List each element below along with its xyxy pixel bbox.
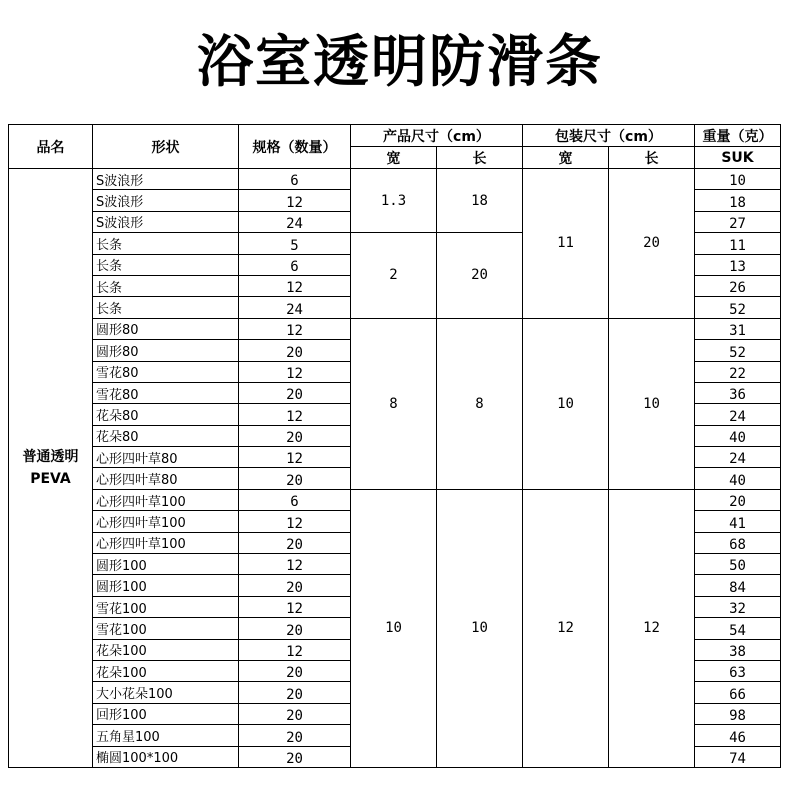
weight-cell: 11 <box>695 233 781 254</box>
table-row <box>9 169 781 190</box>
product-width-cell: 8 <box>351 318 437 489</box>
qty-cell: 12 <box>239 447 351 468</box>
header-spec: 规格（数量） <box>239 125 351 169</box>
package-length-cell: 10 <box>609 318 695 489</box>
qty-cell: 12 <box>239 511 351 532</box>
shape-cell: 雪花80 <box>93 361 239 382</box>
shape-cell: 大小花朵100 <box>93 682 239 703</box>
header-weight-unit: SUK <box>695 147 781 169</box>
qty-cell: 6 <box>239 254 351 275</box>
qty-cell: 20 <box>239 618 351 639</box>
shape-cell: 五角星100 <box>93 725 239 746</box>
qty-cell: 12 <box>239 275 351 296</box>
weight-cell: 46 <box>695 725 781 746</box>
qty-cell: 12 <box>239 404 351 425</box>
shape-cell: 圆形80 <box>93 340 239 361</box>
product-width-cell: 2 <box>351 233 437 319</box>
shape-cell: 花朵80 <box>93 425 239 446</box>
shape-cell: 长条 <box>93 233 239 254</box>
package-width-cell: 11 <box>523 169 609 319</box>
package-width-cell: 10 <box>523 318 609 489</box>
product-length-cell: 10 <box>437 489 523 767</box>
qty-cell: 20 <box>239 725 351 746</box>
qty-cell: 12 <box>239 361 351 382</box>
shape-cell: S波浪形 <box>93 190 239 211</box>
qty-cell: 6 <box>239 169 351 190</box>
header-package-width: 宽 <box>523 147 609 169</box>
shape-cell: 花朵80 <box>93 404 239 425</box>
qty-cell: 20 <box>239 425 351 446</box>
header-shape: 形状 <box>93 125 239 169</box>
shape-cell: 心形四叶草80 <box>93 468 239 489</box>
weight-cell: 27 <box>695 211 781 232</box>
weight-cell: 22 <box>695 361 781 382</box>
package-length-cell: 20 <box>609 169 695 319</box>
shape-cell: 雪花80 <box>93 382 239 403</box>
weight-cell: 20 <box>695 489 781 510</box>
shape-cell: S波浪形 <box>93 169 239 190</box>
qty-cell: 12 <box>239 554 351 575</box>
weight-cell: 98 <box>695 703 781 724</box>
weight-cell: 32 <box>695 596 781 617</box>
weight-cell: 66 <box>695 682 781 703</box>
weight-cell: 24 <box>695 404 781 425</box>
product-length-cell: 18 <box>437 169 523 233</box>
qty-cell: 20 <box>239 532 351 553</box>
weight-cell: 38 <box>695 639 781 660</box>
header-package-size: 包装尺寸（cm） <box>523 125 695 147</box>
shape-cell: 圆形100 <box>93 575 239 596</box>
qty-cell: 20 <box>239 703 351 724</box>
qty-cell: 20 <box>239 660 351 681</box>
shape-cell: 心形四叶草80 <box>93 447 239 468</box>
qty-cell: 20 <box>239 382 351 403</box>
shape-cell: 圆形80 <box>93 318 239 339</box>
qty-cell: 20 <box>239 682 351 703</box>
product-width-cell: 10 <box>351 489 437 767</box>
shape-cell: 心形四叶草100 <box>93 511 239 532</box>
package-length-cell: 12 <box>609 489 695 767</box>
qty-cell: 20 <box>239 746 351 767</box>
weight-cell: 31 <box>695 318 781 339</box>
qty-cell: 12 <box>239 190 351 211</box>
shape-cell: S波浪形 <box>93 211 239 232</box>
weight-cell: 63 <box>695 660 781 681</box>
weight-cell: 26 <box>695 275 781 296</box>
shape-cell: 椭圆100*100 <box>93 746 239 767</box>
shape-cell: 花朵100 <box>93 660 239 681</box>
shape-cell: 花朵100 <box>93 639 239 660</box>
qty-cell: 24 <box>239 297 351 318</box>
weight-cell: 68 <box>695 532 781 553</box>
spec-table-body <box>9 125 781 768</box>
header-package-length: 长 <box>609 147 695 169</box>
header-name: 品名 <box>9 125 93 169</box>
weight-cell: 18 <box>695 190 781 211</box>
qty-cell: 12 <box>239 318 351 339</box>
weight-cell: 41 <box>695 511 781 532</box>
shape-cell: 心形四叶草100 <box>93 489 239 510</box>
qty-cell: 6 <box>239 489 351 510</box>
header-product-width: 宽 <box>351 147 437 169</box>
header-product-length: 长 <box>437 147 523 169</box>
shape-cell: 心形四叶草100 <box>93 532 239 553</box>
qty-cell: 12 <box>239 596 351 617</box>
product-length-cell: 8 <box>437 318 523 489</box>
weight-cell: 50 <box>695 554 781 575</box>
weight-cell: 13 <box>695 254 781 275</box>
header-product-size: 产品尺寸（cm） <box>351 125 523 147</box>
shape-cell: 雪花100 <box>93 618 239 639</box>
package-width-cell: 12 <box>523 489 609 767</box>
qty-cell: 20 <box>239 575 351 596</box>
page-title: 浴室透明防滑条 <box>197 29 603 95</box>
shape-cell: 长条 <box>93 275 239 296</box>
product-name-cell <box>9 169 93 768</box>
weight-cell: 52 <box>695 340 781 361</box>
weight-cell: 84 <box>695 575 781 596</box>
weight-cell: 40 <box>695 425 781 446</box>
weight-cell: 54 <box>695 618 781 639</box>
qty-cell: 12 <box>239 639 351 660</box>
weight-cell: 24 <box>695 447 781 468</box>
table-row <box>9 489 781 510</box>
qty-cell: 20 <box>239 340 351 361</box>
table-row <box>9 318 781 339</box>
weight-cell: 52 <box>695 297 781 318</box>
weight-cell: 40 <box>695 468 781 489</box>
product-width-cell: 1.3 <box>351 169 437 233</box>
header-weight: 重量（克） <box>695 125 781 147</box>
product-name-line2: PEVA <box>30 470 71 487</box>
qty-cell: 5 <box>239 233 351 254</box>
shape-cell: 回形100 <box>93 703 239 724</box>
spec-table <box>8 124 781 768</box>
shape-cell: 雪花100 <box>93 596 239 617</box>
qty-cell: 20 <box>239 468 351 489</box>
shape-cell: 圆形100 <box>93 554 239 575</box>
product-length-cell: 20 <box>437 233 523 319</box>
shape-cell: 长条 <box>93 297 239 318</box>
weight-cell: 36 <box>695 382 781 403</box>
product-name-line1: 普通透明 <box>22 448 79 465</box>
weight-cell: 10 <box>695 169 781 190</box>
weight-cell: 74 <box>695 746 781 767</box>
shape-cell: 长条 <box>93 254 239 275</box>
qty-cell: 24 <box>239 211 351 232</box>
